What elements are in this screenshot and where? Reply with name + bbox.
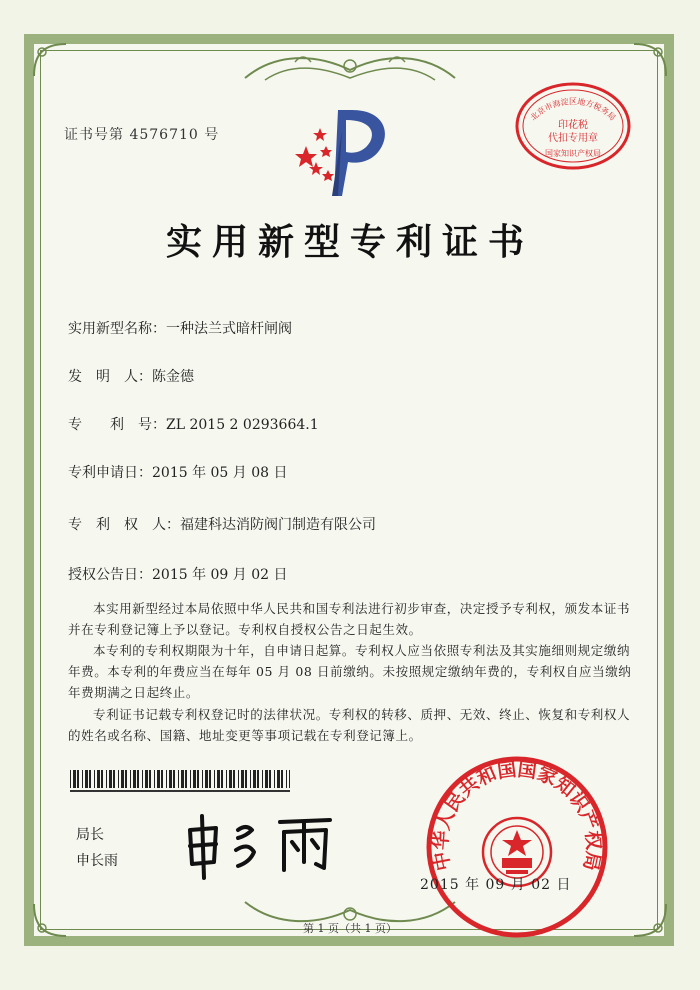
issue-date: 2015 年 09 月 02 日 [420,877,572,893]
field-inventor [68,366,194,386]
barcode-bar [245,770,247,788]
barcode-bar [70,770,71,788]
field-value: ZL 2015 2 0293664.1 [166,417,319,433]
barcode-bar [214,770,215,788]
tax-seal-line2: 代扣专用章 [548,133,598,144]
barcode-bar [137,770,139,788]
cnipa-logo-icon [286,100,396,200]
field-patent-number [68,414,319,434]
field-label: 专利申请日： [68,465,152,481]
barcode-bar [269,770,271,788]
barcode-bar [130,770,131,788]
barcode-bar [262,770,263,788]
barcode [70,770,290,788]
tax-seal-stamp [512,80,634,172]
barcode-bar [77,770,79,788]
barcode-bar [142,770,143,788]
tax-seal-bottom-text: 国家知识产权局 [545,149,601,158]
field-utility-model-name [68,318,292,338]
barcode-bar [209,770,211,788]
barcode-bar [197,770,199,788]
field-label: 发 明 人： [68,369,152,385]
director-title: 局长 [76,827,104,843]
field-label: 专 利 权 人： [68,517,180,533]
barcode-bar [169,770,172,788]
barcode-bar [190,770,191,788]
field-patentee [68,514,376,534]
tax-seal-ring-text: 北京市海淀区地方税务局 [528,97,618,123]
field-label: 专 利 号： [68,417,166,433]
field-value: 福建科达消防阀门制造有限公司 [180,517,376,533]
field-grant-date [68,564,288,584]
corner-ornament [630,40,670,80]
field-value: 陈金德 [152,369,194,385]
barcode-bar [193,770,196,788]
svg-text:中华人民共和国国家知识产权局 [429,759,606,873]
barcode-bar [257,770,259,788]
barcode-bar [202,770,203,788]
barcode-bar [73,770,76,788]
barcode-bar [253,770,256,788]
field-application-date [68,462,288,482]
barcode-bar [241,770,244,788]
barcode-bar [173,770,175,788]
barcode-bar [185,770,187,788]
certificate-number-value: 4576710 [129,127,199,143]
barcode-bar [265,770,268,788]
barcode-bar [229,770,232,788]
barcode-bar [157,770,160,788]
barcode-bar [113,770,115,788]
barcode-bar [125,770,127,788]
barcode-bar [97,770,100,788]
barcode-bar [85,770,88,788]
document-title: 实用新型专利证书 [165,221,534,263]
barcode-bar [178,770,179,788]
barcode-bar [286,770,287,788]
official-seal-ring-text: 中华人民共和国国家知识产权局 [429,758,605,873]
field-value: 2015 年 09 月 02 日 [152,567,288,583]
corner-ornament [30,40,70,80]
tax-seal-line1: 印花税 [558,120,588,131]
barcode-underline [70,790,290,792]
barcode-bar [89,770,91,788]
body-paragraph: 本专利的专利权期限为十年，自申请日起算。专利权人应当依照专利法及其实施细则规定缴纳年费。本专利的年费应当在每年 05 月 08 日前缴纳。未按照规定缴纳年费的，专利权自应当缴纳年费期满之日起终止。 [68,643,632,700]
field-label: 授权公告日： [68,567,152,583]
barcode-bar [205,770,208,788]
barcode-bar [281,770,283,788]
barcode-bar [94,770,95,788]
barcode-bar [145,770,148,788]
barcode-bar [277,770,280,788]
certificate-number-label: 证书号第 [64,127,124,143]
body-paragraph: 专利证书记载专利权登记时的法律状况。专利权的转移、质押、无效、终止、恢复和专利权人的姓名或名称、国籍、地址变更等事项记载在专利登记簿上。 [68,707,631,743]
field-value: 2015 年 05 月 08 日 [152,465,288,481]
barcode-bar [109,770,112,788]
barcode-bar [149,770,151,788]
barcode-bar [118,770,119,788]
barcode-bar [238,770,239,788]
barcode-bar [161,770,163,788]
barcode-bar [121,770,124,788]
director-signature [180,810,340,880]
barcode-bar [274,770,275,788]
barcode-bar [181,770,184,788]
official-seal-stamp [422,752,612,942]
barcode-bar [133,770,136,788]
svg-text:北京市海淀区地方税务局 [528,96,617,122]
page-number: 第 1 页（共 1 页） [303,922,397,935]
barcode-bar [166,770,167,788]
barcode-bar [233,770,235,788]
director-name: 申长雨 [76,853,118,869]
body-paragraph: 本实用新型经过本局依照中华人民共和国专利法进行初步审查，决定授予专利权，颁发本证书并在专利登记簿上予以登记。专利权自授权公告之日起生效。 [68,601,631,637]
barcode-bar [226,770,227,788]
barcode-bar [106,770,107,788]
top-ornament [235,48,465,92]
barcode-bar [289,770,290,788]
barcode-bar [221,770,223,788]
barcode-bar [154,770,155,788]
barcode-bar [217,770,220,788]
field-value: 一种法兰式暗杆闸阀 [166,321,292,337]
certificate-number [64,124,219,144]
certificate-number-suffix: 号 [204,127,220,143]
barcode-bar [101,770,103,788]
field-label: 实用新型名称： [68,321,166,337]
barcode-bar [82,770,83,788]
barcode-bar [250,770,251,788]
